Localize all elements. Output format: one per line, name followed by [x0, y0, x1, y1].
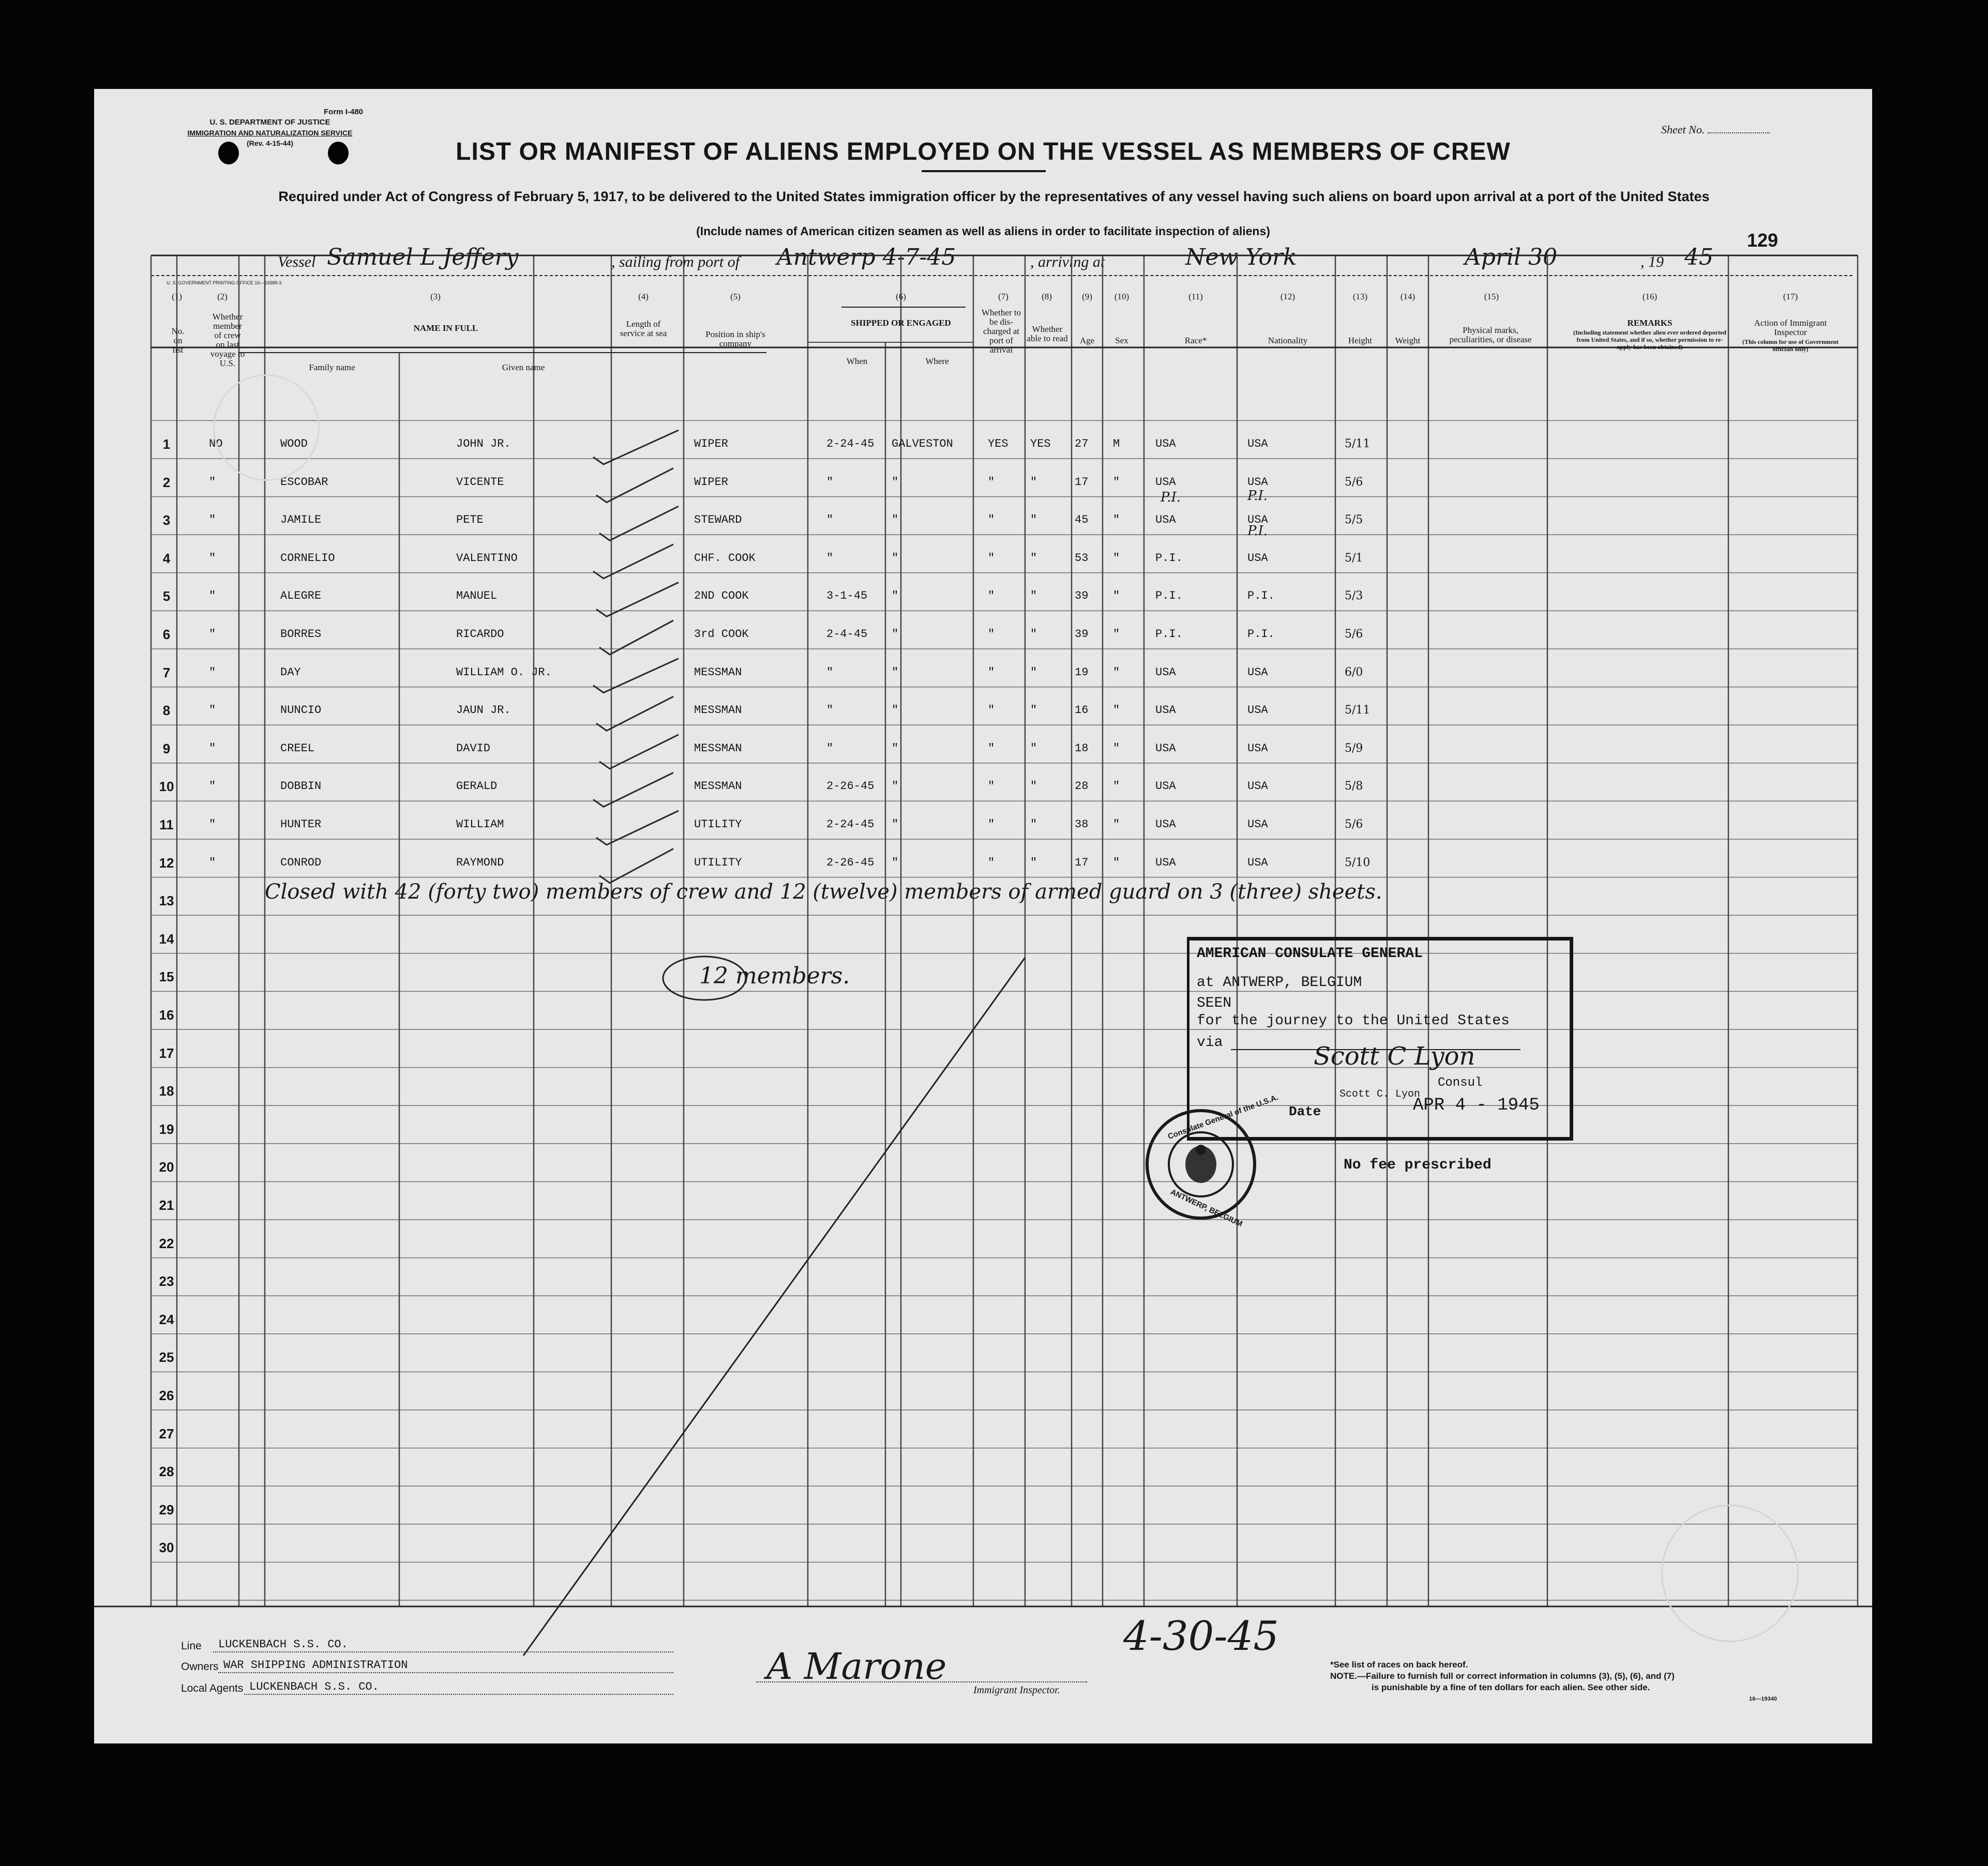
arrival-year: 45 [1684, 244, 1713, 270]
cell-height: 5/1 [1345, 551, 1363, 565]
col-num-4: (4) [638, 292, 649, 301]
cell-age: 17 [1075, 856, 1089, 869]
cell-when: " [826, 665, 834, 679]
col-num-16: (16) [1642, 292, 1658, 301]
seal-city: ANTWERP, BELGIUM [1169, 1187, 1244, 1229]
cell-given: VALENTINO [456, 551, 518, 565]
row-number: 1 [162, 436, 171, 452]
embossed-seal [213, 374, 320, 481]
row-number: 7 [162, 664, 171, 680]
cell-position: MESSMAN [694, 741, 742, 755]
col-num-5: (5) [730, 292, 741, 301]
cell-prev: " [209, 551, 216, 565]
cell-read: " [1030, 741, 1037, 755]
cell-read: " [1030, 589, 1037, 603]
cell-where: " [892, 665, 899, 679]
cell-family: DAY [280, 665, 301, 679]
service-check-mark [599, 620, 673, 655]
service-check-mark [593, 772, 673, 807]
cell-family: CORNELIO [280, 551, 335, 565]
footer-line-label: Line [181, 1640, 202, 1652]
cell-nationality: P.I. [1247, 628, 1275, 641]
cell-read: " [1030, 475, 1037, 489]
col-header-discharged: Whether to be dis-charged at port of arrival [982, 308, 1021, 355]
cell-discharged: " [988, 551, 995, 565]
correction-nationality-4: P.I. [1247, 523, 1268, 539]
cell-height: 5/5 [1345, 513, 1363, 527]
row-number: 19 [159, 1121, 174, 1137]
cell-discharged: " [988, 589, 995, 603]
service-check-mark [599, 849, 673, 883]
cell-when: " [826, 513, 834, 527]
cell-race: P.I. [1155, 628, 1183, 641]
col-num-2: (2) [217, 292, 228, 301]
col-num-6: (6) [896, 292, 906, 301]
cell-prev: " [209, 704, 216, 717]
printing-office: U. S. GOVERNMENT PRINTING OFFICE 16—19389-3 [167, 280, 282, 285]
col-num-10: (10) [1114, 292, 1129, 301]
inspector-date: 4-30-45 [1123, 1613, 1279, 1660]
cell-race: USA [1155, 856, 1176, 869]
inspector-signature: A Marone [766, 1645, 947, 1688]
cell-family: ALEGRE [280, 589, 322, 603]
cell-sex: " [1113, 818, 1120, 831]
stamp-date-value: APR 4 - 1945 [1413, 1096, 1540, 1115]
cell-discharged: YES [988, 437, 1008, 450]
department: U. S. DEPARTMENT OF JUSTICE [209, 118, 330, 127]
stamp-line-seen: SEEN [1197, 995, 1232, 1011]
cell-race: USA [1155, 513, 1176, 527]
cell-prev: " [209, 818, 216, 831]
cell-race: USA [1155, 780, 1176, 793]
cell-given: GERALD [456, 780, 498, 793]
footer-note-fine: NOTE.—Failure to furnish full or correct information in columns (3), (5), (6), and (7) [1330, 1671, 1675, 1681]
cell-height: 5/11 [1345, 437, 1370, 450]
consulate-seal [1144, 1093, 1279, 1229]
cell-where: " [892, 856, 899, 869]
cell-when: 2-26-45 [826, 780, 875, 793]
cell-nationality: USA [1247, 475, 1268, 489]
closing-note: Closed with 42 (forty two) members of crew and 12 (twelve) members of armed guard on 3 (three) sheets. [265, 880, 1382, 904]
cell-age: 39 [1075, 628, 1089, 641]
cell-discharged: " [988, 818, 995, 831]
cell-nationality: USA [1247, 665, 1268, 679]
col-header-prev-voyage: Whether member of crew on last voyage to U.S. [210, 312, 245, 368]
cell-family: WOOD [280, 437, 308, 450]
service-check-mark [596, 811, 679, 845]
cell-nationality: USA [1247, 741, 1268, 755]
circle-mark [658, 947, 751, 1009]
row-number: 24 [159, 1311, 174, 1327]
cell-age: 53 [1075, 551, 1089, 565]
footer-note-fine-2: is punishable by a fine of ten dollars for each alien. See other side. [1372, 1682, 1650, 1692]
correction-nationality-3: P.I. [1247, 488, 1268, 504]
footer-agents-rule [244, 1694, 673, 1695]
cell-nationality: USA [1247, 856, 1268, 869]
row-number: 22 [159, 1235, 174, 1251]
form-number: Form I-480 [324, 108, 363, 116]
col-header-given: Given name [502, 362, 545, 372]
cell-family: BORRES [280, 628, 322, 641]
cell-sex: " [1113, 856, 1120, 869]
row-number: 26 [159, 1388, 174, 1403]
col-header-where: Where [925, 356, 949, 366]
cell-race: USA [1155, 437, 1176, 450]
year-label: , 19 [1640, 253, 1664, 270]
sailing-label: , sailing from port of [611, 253, 740, 270]
cell-race: USA [1155, 704, 1176, 717]
cell-family: HUNTER [280, 818, 322, 831]
stamp-line-consulate: AMERICAN CONSULATE GENERAL [1197, 946, 1423, 962]
footer-owners-rule [218, 1672, 673, 1673]
cell-sex: " [1113, 551, 1120, 565]
cell-read: " [1030, 628, 1037, 641]
col-header-when: When [846, 356, 868, 366]
cell-when: 2-24-45 [826, 437, 875, 450]
cell-nationality: P.I. [1247, 589, 1275, 603]
cell-family: JAMILE [280, 513, 322, 527]
service-check-mark [596, 696, 673, 731]
page-number: 129 [1747, 230, 1779, 251]
col-num-12: (12) [1280, 292, 1296, 301]
cell-where: " [892, 589, 899, 603]
cell-discharged: " [988, 704, 995, 717]
cell-family: NUNCIO [280, 704, 322, 717]
cell-position: UTILITY [694, 818, 742, 831]
cell-discharged: " [988, 856, 995, 869]
col-header-race: Race* [1184, 336, 1207, 345]
cell-nationality: USA [1247, 704, 1268, 717]
cell-height: 6/0 [1345, 665, 1363, 679]
cell-family: CREEL [280, 741, 315, 755]
row-number: 23 [159, 1273, 174, 1289]
stamp-line-city: at ANTWERP, BELGIUM [1197, 975, 1362, 991]
cell-discharged: " [988, 741, 995, 755]
row-number: 27 [159, 1425, 174, 1442]
cell-where: " [892, 551, 899, 565]
page-title: LIST OR MANIFEST OF ALIENS EMPLOYED ON THE VESSEL AS MEMBERS OF CREW [456, 138, 1511, 165]
row-number: 11 [159, 817, 174, 832]
cell-when: 3-1-45 [826, 589, 868, 603]
col-header-action: Action of Immigrant Inspector [1754, 318, 1827, 337]
cell-given: WILLIAM O. JR. [456, 665, 552, 679]
cell-read: " [1030, 818, 1037, 831]
cell-given: JOHN JR. [456, 437, 511, 450]
service-check-mark [593, 659, 679, 693]
footer-agents-value: LUCKENBACH S.S. CO. [249, 1680, 379, 1693]
col-num-7: (7) [998, 292, 1008, 301]
row-number: 13 [159, 893, 174, 909]
col-header-sex: Sex [1115, 336, 1128, 345]
seal-text: Consulate General of the U.S.A. [1166, 1093, 1279, 1142]
cell-nationality: USA [1247, 818, 1268, 831]
cell-sex: " [1113, 628, 1120, 641]
cell-given: MANUEL [456, 589, 498, 603]
row-number: 8 [162, 703, 171, 719]
cell-read: YES [1030, 437, 1051, 450]
cell-race: P.I. [1155, 551, 1183, 565]
col-header-remarks-sub: (Including statement whether alien ever ordered deported from United States, and if so, whether permission to re-apply has been obtained) [1573, 329, 1726, 351]
cell-age: 27 [1075, 437, 1089, 450]
cell-when: " [826, 475, 834, 489]
row-number: 29 [159, 1501, 174, 1518]
cell-sex: " [1113, 475, 1120, 489]
row-number: 20 [159, 1159, 174, 1175]
cell-prev: " [209, 741, 216, 755]
cell-height: 5/9 [1345, 741, 1363, 755]
row-number: 6 [162, 627, 171, 642]
cell-given: JAUN JR. [456, 704, 511, 717]
footer-owners-label: Owners [181, 1661, 219, 1673]
cell-discharged: " [988, 780, 995, 793]
cell-when: " [826, 551, 834, 565]
footer-owners-value: WAR SHIPPING ADMINISTRATION [223, 1659, 408, 1672]
footer-code: 16—19340 [1749, 1696, 1777, 1702]
col-num-8: (8) [1042, 292, 1052, 301]
cell-discharged: " [988, 475, 995, 489]
service-check-mark [593, 544, 673, 579]
cell-position: MESSMAN [694, 780, 742, 793]
row-number: 28 [159, 1464, 174, 1480]
row-number: 2 [162, 474, 171, 490]
cell-position: 2ND COOK [694, 589, 749, 603]
cell-given: PETE [456, 513, 484, 527]
col-header-family: Family name [309, 362, 355, 372]
cell-age: 38 [1075, 818, 1089, 831]
col-header-action-sub: (This column for use of Government officials only) [1742, 338, 1839, 353]
row-number: 25 [159, 1349, 174, 1366]
row-number: 15 [159, 969, 174, 985]
cell-sex: " [1113, 780, 1120, 793]
cell-age: 28 [1075, 780, 1089, 793]
cell-when: " [826, 704, 834, 717]
cell-given: DAVID [456, 741, 491, 755]
cell-prev: " [209, 513, 216, 527]
row-number: 21 [159, 1197, 174, 1213]
service-check-mark [593, 430, 679, 464]
cell-height: 5/10 [1345, 856, 1370, 869]
cell-age: 39 [1075, 589, 1089, 603]
cell-discharged: " [988, 513, 995, 527]
cell-discharged: " [988, 628, 995, 641]
footer-line-rule [213, 1651, 673, 1652]
col-header-position: Position in ship's company [705, 329, 765, 348]
cell-age: 45 [1075, 513, 1089, 527]
cell-prev: " [209, 780, 216, 793]
cell-where: GALVESTON [892, 437, 953, 450]
col-header-shipped: SHIPPED OR ENGAGED [851, 318, 951, 328]
cell-when: 2-26-45 [826, 856, 875, 869]
col-num-9: (9) [1082, 292, 1092, 301]
col-header-weight: Weight [1395, 336, 1421, 345]
inspector-rule [756, 1681, 1087, 1682]
col-header-remarks: REMARKS [1627, 318, 1673, 328]
embossed-seal [1661, 1505, 1799, 1642]
cell-height: 5/6 [1345, 475, 1363, 489]
row-number: 4 [162, 550, 171, 566]
consul-signature: Scott C Lyon [1314, 1042, 1475, 1071]
stamp-line-journey: for the journey to the United States [1197, 1013, 1510, 1029]
cell-read: " [1030, 551, 1037, 565]
cell-where: " [892, 704, 899, 717]
cell-race: USA [1155, 741, 1176, 755]
strike-diagonal [523, 958, 1025, 1656]
col-header-name: NAME IN FULL [413, 323, 478, 333]
cell-height: 5/3 [1345, 589, 1363, 603]
cell-sex: " [1113, 513, 1120, 527]
cell-age: 18 [1075, 741, 1089, 755]
stamp-date-label: Date [1289, 1104, 1321, 1119]
cell-read: " [1030, 856, 1037, 869]
row-number: 12 [159, 855, 174, 871]
cell-prev: " [209, 856, 216, 869]
cell-where: " [892, 818, 899, 831]
no-fee-note: No fee prescribed [1344, 1157, 1492, 1173]
service-check-mark [596, 468, 673, 503]
cell-position: MESSMAN [694, 704, 742, 717]
cell-nationality: USA [1247, 437, 1268, 450]
cell-race: USA [1155, 818, 1176, 831]
col-num-3: (3) [430, 292, 441, 301]
subtitle: Required under Act of Congress of February 5, 1917, to be delivered to the United States immigration officer by the representatives of any vessel having such aliens on board upon arrival at a port of the United States [278, 189, 1710, 204]
arriving-label: , arriving at [1030, 253, 1105, 270]
col-num-13: (13) [1352, 292, 1368, 301]
cell-given: VICENTE [456, 475, 504, 489]
row-number: 10 [159, 779, 174, 795]
cell-race: USA [1155, 665, 1176, 679]
service: IMMIGRATION AND NATURALIZATION SERVICE [187, 129, 353, 137]
manifest-sheet [94, 89, 1872, 1743]
cell-position: STEWARD [694, 513, 742, 527]
cell-when: 2-24-45 [826, 818, 875, 831]
arriving-port: New York [1185, 244, 1297, 270]
cell-sex: " [1113, 589, 1120, 603]
col-num-11: (11) [1188, 292, 1203, 301]
members-note: 12 members. [699, 963, 850, 989]
cell-sex: " [1113, 665, 1120, 679]
col-header-physical: Physical marks, peculiarities, or disease [1449, 325, 1532, 344]
cell-height: 5/8 [1345, 780, 1363, 793]
cell-height: 5/6 [1345, 818, 1363, 831]
cell-position: CHF. COOK [694, 551, 756, 565]
cell-sex: " [1113, 704, 1120, 717]
col-header-service: Length of service at sea [620, 319, 667, 338]
col-num-17: (17) [1783, 292, 1798, 301]
cell-where: " [892, 780, 899, 793]
cell-height: 5/11 [1345, 704, 1370, 717]
cell-family: CONROD [280, 856, 322, 869]
col-header-height: Height [1348, 336, 1373, 345]
footer-note-races: *See list of races on back hereof. [1330, 1660, 1468, 1670]
vessel-name: Samuel L Jeffery [327, 244, 519, 270]
cell-prev: " [209, 628, 216, 641]
cell-prev: NO [209, 437, 223, 450]
col-header-age: Age [1079, 336, 1095, 345]
row-number: 18 [159, 1083, 174, 1099]
cell-given: RICARDO [456, 628, 504, 641]
row-number: 16 [159, 1007, 174, 1023]
stamp-consul-label: Consul [1438, 1076, 1483, 1090]
cell-prev: " [209, 475, 216, 489]
cell-where: " [892, 475, 899, 489]
stamp-consul-name: Scott C. Lyon [1339, 1088, 1421, 1100]
cell-given: RAYMOND [456, 856, 504, 869]
cell-race: P.I. [1155, 589, 1183, 603]
cell-read: " [1030, 513, 1037, 527]
cell-when: 2-4-45 [826, 628, 868, 641]
footer-line-value: LUCKENBACH S.S. CO. [218, 1638, 348, 1651]
cell-family: DOBBIN [280, 780, 322, 793]
cell-nationality: USA [1247, 513, 1268, 527]
cell-given: WILLIAM [456, 818, 504, 831]
cell-position: MESSMAN [694, 665, 742, 679]
col-header-nationality: Nationality [1268, 336, 1308, 345]
arrival-date: April 30 [1465, 244, 1558, 270]
inspector-label: Immigrant Inspector. [973, 1685, 1060, 1696]
footer-agents-label: Local Agents [181, 1682, 244, 1694]
row-number: 14 [159, 931, 174, 947]
cell-prev: " [209, 589, 216, 603]
cell-family: ESCOBAR [280, 475, 328, 489]
col-header-read: Whether able to read [1027, 324, 1068, 343]
col-num-15: (15) [1484, 292, 1499, 301]
service-check-mark [596, 582, 679, 616]
cell-position: 3rd COOK [694, 628, 749, 641]
cell-sex: M [1113, 437, 1120, 450]
include-note: (Include names of American citizen seamen as well as aliens in order to facilitate inspection of aliens) [696, 224, 1270, 238]
cell-nationality: USA [1247, 551, 1268, 565]
cell-nationality: USA [1247, 780, 1268, 793]
row-number: 9 [162, 740, 171, 756]
correction-race-3: P.I. [1161, 490, 1181, 505]
cell-age: 19 [1075, 665, 1089, 679]
cell-discharged: " [988, 665, 995, 679]
row-number: 3 [162, 512, 171, 528]
cell-prev: " [209, 665, 216, 679]
cell-age: 17 [1075, 475, 1089, 489]
cell-where: " [892, 513, 899, 527]
cell-position: UTILITY [694, 856, 742, 869]
cell-read: " [1030, 780, 1037, 793]
cell-position: WIPER [694, 475, 729, 489]
cell-position: WIPER [694, 437, 729, 450]
col-num-1: (1) [172, 292, 182, 301]
cell-age: 16 [1075, 704, 1089, 717]
cell-where: " [892, 628, 899, 641]
col-header-no: No. on list [171, 326, 185, 355]
row-number: 17 [159, 1045, 174, 1061]
cell-sex: " [1113, 741, 1120, 755]
col-num-14: (14) [1400, 292, 1415, 301]
cell-read: " [1030, 704, 1037, 717]
stamp-line-via: via [1197, 1035, 1223, 1051]
cell-height: 5/6 [1345, 628, 1363, 641]
row-number: 30 [159, 1540, 174, 1556]
sheet-number-label: Sheet No. [1661, 123, 1770, 136]
cell-when: " [826, 741, 834, 755]
cell-race: USA [1155, 475, 1176, 489]
revision: (Rev. 4-15-44) [246, 139, 293, 147]
cell-read: " [1030, 665, 1037, 679]
vessel-label: Vessel [278, 253, 316, 270]
row-number: 5 [162, 588, 171, 604]
cell-where: " [892, 741, 899, 755]
sailing-port: Antwerp 4-7-45 [777, 244, 956, 270]
